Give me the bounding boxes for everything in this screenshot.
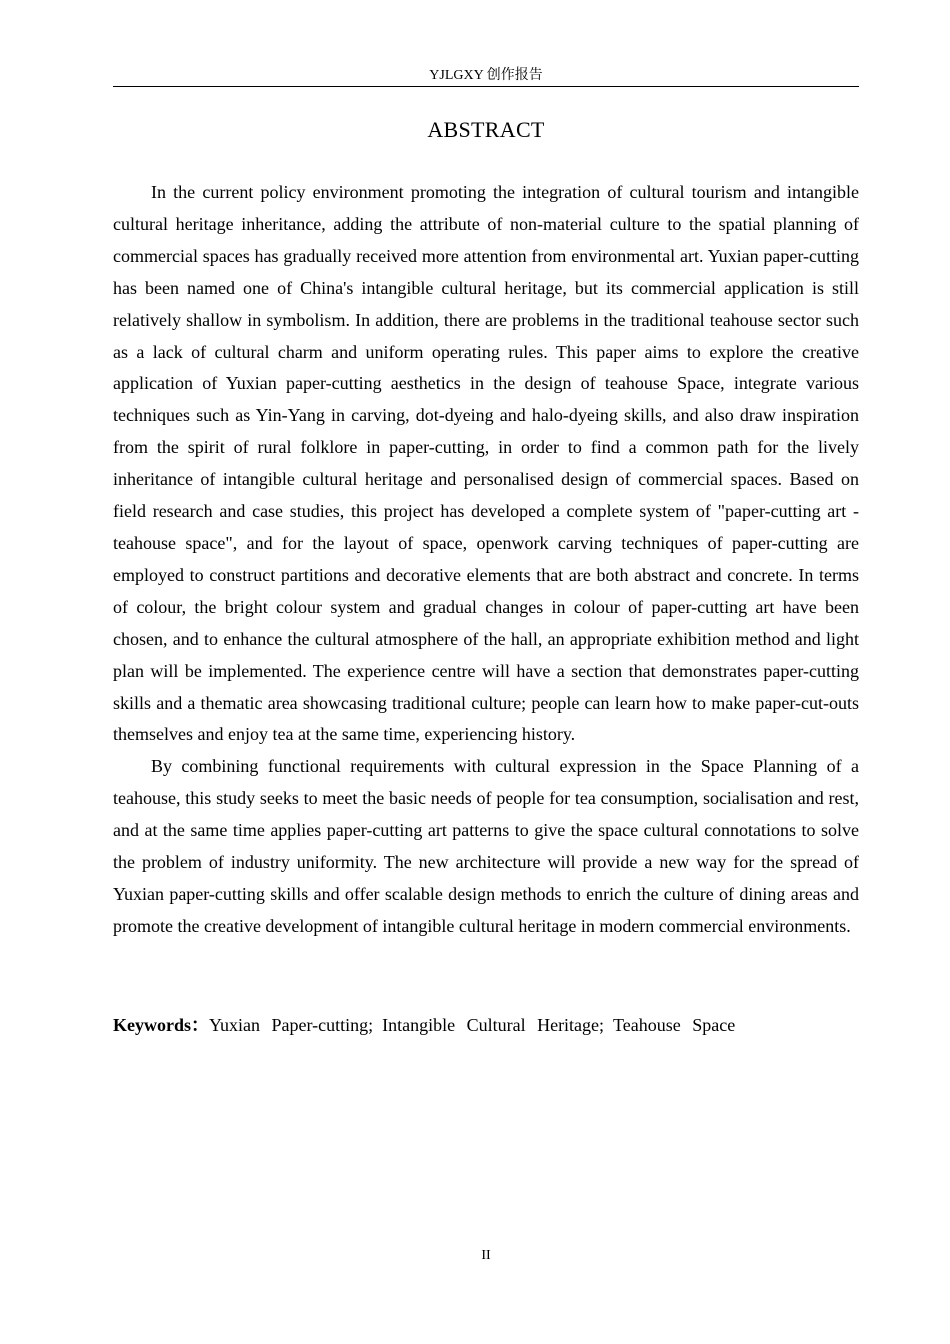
running-header: YJLGXY 创作报告 [113, 66, 859, 87]
page-number: II [481, 1248, 491, 1263]
keywords-line [113, 1010, 859, 1041]
abstract-title: ABSTRACT [427, 117, 545, 142]
abstract-paragraph: By combining functional requirements with cultural expression in the Space Planning of a teahouse, this study seeks to meet the basic needs of people for tea consumption, socialisation and rest, and at the same time applies paper-cutting art patterns to give the space cultural connotations to solve the problem of industry uniformity. The new architecture will provide a new way for the spread of Yuxian paper-cutting skills and offer scalable design methods to enrich the culture of dining areas and promote the creative development of intangible cultural heritage in modern commercial environments. [113, 756, 859, 936]
abstract-body [113, 177, 859, 943]
keyword-item: Teahouse Space [613, 1015, 736, 1035]
keyword-item: Yuxian Paper-cutting; [209, 1015, 374, 1035]
keywords-list [209, 1015, 735, 1035]
abstract-paragraph: In the current policy environment promoting the integration of cultural tourism and intangible cultural heritage inheritance, adding the attribute of non-material culture to the spatial planning of commercial spaces has gradually received more attention from environmental art. Yuxian paper-cutting has been named one of China's intangible cultural heritage, but its commercial application is still relatively shallow in symbolism. In addition, there are problems in the traditional teahouse sector such as a lack of cultural charm and uniform operating rules. This paper aims to explore the creative application of Yuxian paper-cutting aesthetics in the design of teahouse Space, integrate various techniques such as Yin-Yang in carving, dot-dyeing and halo-dyeing skills, and also draw inspiration from the spirit of rural folklore in paper-cutting, in order to find a common path for the lively inheritance of intangible cultural heritage and personalised design of commercial spaces. Based on field research and case studies, this project has developed a complete system of "paper-cutting art - teahouse space", and for the layout of space, openwork carving techniques of paper-cutting are employed to construct partitions and decorative elements that are both abstract and concrete. In terms of colour, the bright colour system and gradual changes in colour of paper-cutting art have been chosen, and to enhance the cultural atmosphere of the hall, an appropriate exhibition method and light plan will be implemented. The experience centre will have a section that demonstrates paper-cutting skills and a thematic area showcasing traditional culture; people can learn how to make paper-cut-outs themselves and enjoy tea at the same time, experiencing history. [113, 182, 859, 745]
keyword-item: Intangible Cultural Heritage; [382, 1015, 605, 1035]
keywords-label: Keywords： [113, 1015, 209, 1035]
